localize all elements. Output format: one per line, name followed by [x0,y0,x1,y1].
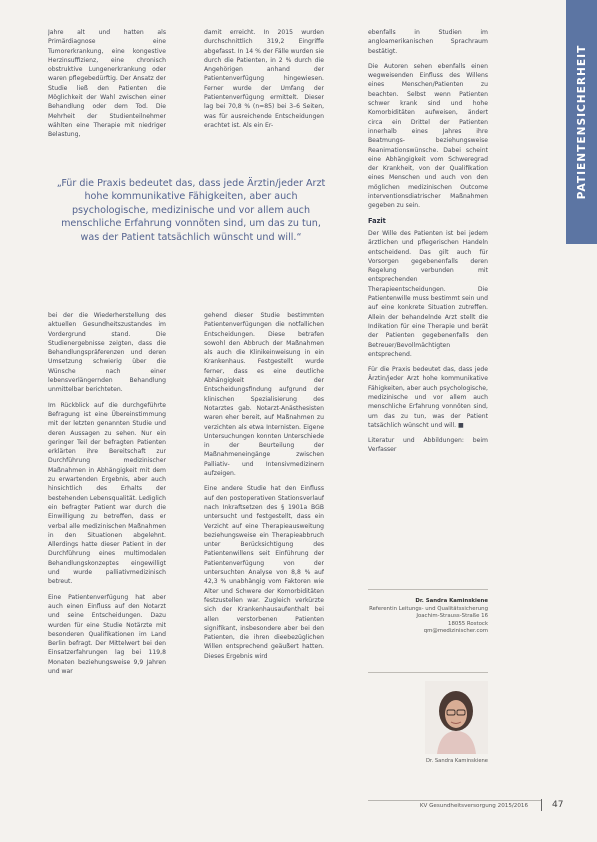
divider [368,589,488,590]
literature-note: Literatur und Abbildungen: beim Verfasser [368,437,488,454]
column-2-top [204,28,324,156]
portrait-icon [425,681,488,754]
paragraph: Für die Praxis bedeutet das, dass jede Ärztin/jeder Arzt hohe kommunikative Fähigkeiten, aber auch psychologische, medizinische und vor allem auch menschliche Erfahrung vonnöten sind, um das zu tun, was der Patient tatsächlich wünscht und will. ■ [368,366,488,429]
pull-quote: „Für die Praxis bedeutet das, dass jede Ärztin/jeder Arzt hohe kommunikative Fähigkeiten, aber auch psychologische, medizinische und vor allem auch menschliche Erfahrung vonnöten sind, um das zu tun, was der Patient tatsächlich wünscht und will.“ [56,178,326,243]
paragraph: ebenfalls in Studien im angloamerikanischen Sprachraum bestätigt. [368,29,488,55]
column-1-bottom [48,311,166,831]
footer-separator [541,799,542,811]
paragraph: Der Wille des Patienten ist bei jedem ärztlichen und pflegerischen Handeln entscheidend. Das gilt auch für Vorsorgen gegebenenfalls deren Regelung verbunden mit entsprechenden Therapieentscheidungen. Die Patientenwille muss bestimmt sein und auf eine konkrete Situation zutreffen. Allein der behandelnde Arzt stellt die Indikation für eine Therapie und berät der Patienten gegebenenfalls den Betreuer/Bevollmächtigten entsprechend. [368,229,488,358]
paragraph: damit erreicht. In 2015 wurden durchschnittlich 319,2 Eingriffe abgefasst. In 14 % der Fälle wurden sie durch die Patienten, in 2 % durch die Angehörigen anhand der Patientenverfügung hingewiesen. Ferner wurde der Umfang der Patientenverfügung ermittelt. Dieser lag bei 70,8 % (n=85) bei 3–6 Seiten, was für ausreichende Entscheidungen erachtet ist. Als ein Er- [204,29,324,129]
contact-line: 18055 Rostock [448,620,488,627]
author-contact [368,598,488,668]
divider [368,672,488,673]
paragraph: Eine Patientenverfügung hat aber auch einen Einfluss auf den Notarzt und seine Entscheidungen. Dazu wurden für eine Studie Notärzte mit besonderen Qualifikationen im Land Berlin befragt. Der Mittelwert bei den Einsatzerfahrungen lag bei 119,8 Monaten beziehungsweise 9,9 Jahren und war [48,593,166,675]
author-name: Dr. Sandra Kaminskiene [415,598,488,604]
column-3 [368,28,488,588]
author-photo [425,681,488,754]
contact-line: qm@medizinischer.com [423,628,488,635]
footer-rule [368,800,542,801]
contact-line: Joachim-Strauss-Straße 16 [416,613,488,620]
paragraph: Jahre alt und hatten als Primärdiagnose eine Tumorerkrankung, eine kongestive Herzinsuffizienz, eine chronisch obstruktive Lungenerkrankung oder waren pflegebedürftig. Der Ansatz der Studie ließ den Patienten die Möglichkeit der Wahl zwischen einer Behandlung oder dem Tod. Die Mehrheit der Studienteilnehmer wählten eine Therapie mit niedriger Belastung, [48,29,166,139]
paragraph: Eine andere Studie hat den Einfluss auf den postoperativen Stationsverlauf nach Inkraftsetzen des § 1901a BGB untersucht und festgestellt, dass ein Verzicht auf eine Therapieausweitung beziehungsweise ein Therapieabbruch unter Berücksichtigung des Patientenwillens seit Einführung der Patientenverfügung von der untersuchten Analyse von 8,8 % auf 42,3 % unabhängig vom Faktoren wie Alter und Schwere der Komorbiditäten festzustellen war. Zugleich verkürzte sich der Krankenhausaufenthalt bei allen verstorbenen Patienten signifikant, insbesondere aber bei den Patienten, die ihren dieebezüglichen Willen entsprechend geäußert hatten. Dieses Ergebnis wird [204,485,324,660]
footer-source: KV Gesundheitsversorgung 2015/2016 [419,803,528,809]
paragraph: bei der die Wiederherstellung des aktuellen Gesundheitszustandes im Vordergrund stand. Die Studienergebnisse zeigten, dass die Behandlungspräferenzen und deren Umsetzung schwierig über die Wünsche nach einer lebensverlängernden Behandlung unmittelbar berichteten. [48,312,166,394]
section-tab-label: PATIENTENSICHERHEIT [575,44,588,200]
fazit-heading: Fazit [368,216,386,225]
paragraph: Die Autoren sehen ebenfalls einen wegweisenden Einfluss des Willens eines Menschen/Patienten zu beachten. Selbst wenn Patienten schwer krank sind und hohe Komorbiditäten aufweisen, ändert circa ein Drittel der Patienten innerhalb eines Jahres ihre Beatmungs- beziehungsweise Reanimationswünsche. Dabei scheint eine Abhängigkeit vom Schweregrad der Krankheit, von der Qualifikation eines Menschen und auch von den möglichen medizinischen Outcome interventionsdiatrischer Maßnahmen gegeben zu sein. [368,62,488,210]
paragraph: Im Rückblick auf die durchgeführte Befragung ist eine Übereinstimmung mit der letzten genannten Studie und deren Aussagen zu sehen. Nur ein geringer Teil der befragten Patienten erklärten ihre Bereitschaft zur Durchführung medizinischer Maßnahmen in Abhängigkeit mit dem zu erwartenden Ergebnis, aber auch hinsichtlich des Erhalts der bestehenden Lebensqualität. Lediglich ein befragter Patient war durch die Einwilligung zu betreffen, dass er verbal alle medizinischen Maßnahmen in den Situationen abgelehnt. Allerdings hatte dieser Patient in der Durchführung eines multimodalen Behandlungskonzeptes eingewilligt und wurde palliativmedizinisch betreut. [48,401,166,586]
section-tab [566,0,597,244]
contact-line: Referentin Leitungs- und Qualitätssicherung [369,605,488,612]
column-2-bottom [204,311,324,831]
page-number: 47 [552,800,564,810]
photo-caption: Dr. Sandra Kaminskiene [425,758,488,764]
column-1-top [48,28,166,156]
paragraph: gehend dieser Studie bestimmten Patientenverfügungen die notfallichen Entscheidungen. Diese betrafen sowohl den Abbruch der Maßnahmen als auch die Klinikeinweisung in ein Krankenhaus. Festgestellt wurde ferner, dass es eine deutliche Abhängigkeit der Entscheidungsfindung aufgrund der klinischen Spezialisierung des Notarztes gab. Notarzt-Anästhesisten waren eher bereit, auf Maßnahmen zu verzichten als etwa Internisten. Eigene Untersuchungen konnten Unterschiede in der Beurteilung der Maßnahmeneingänge zwischen Palliativ- und Intensivmedizinern aufzeigen. [204,312,324,478]
